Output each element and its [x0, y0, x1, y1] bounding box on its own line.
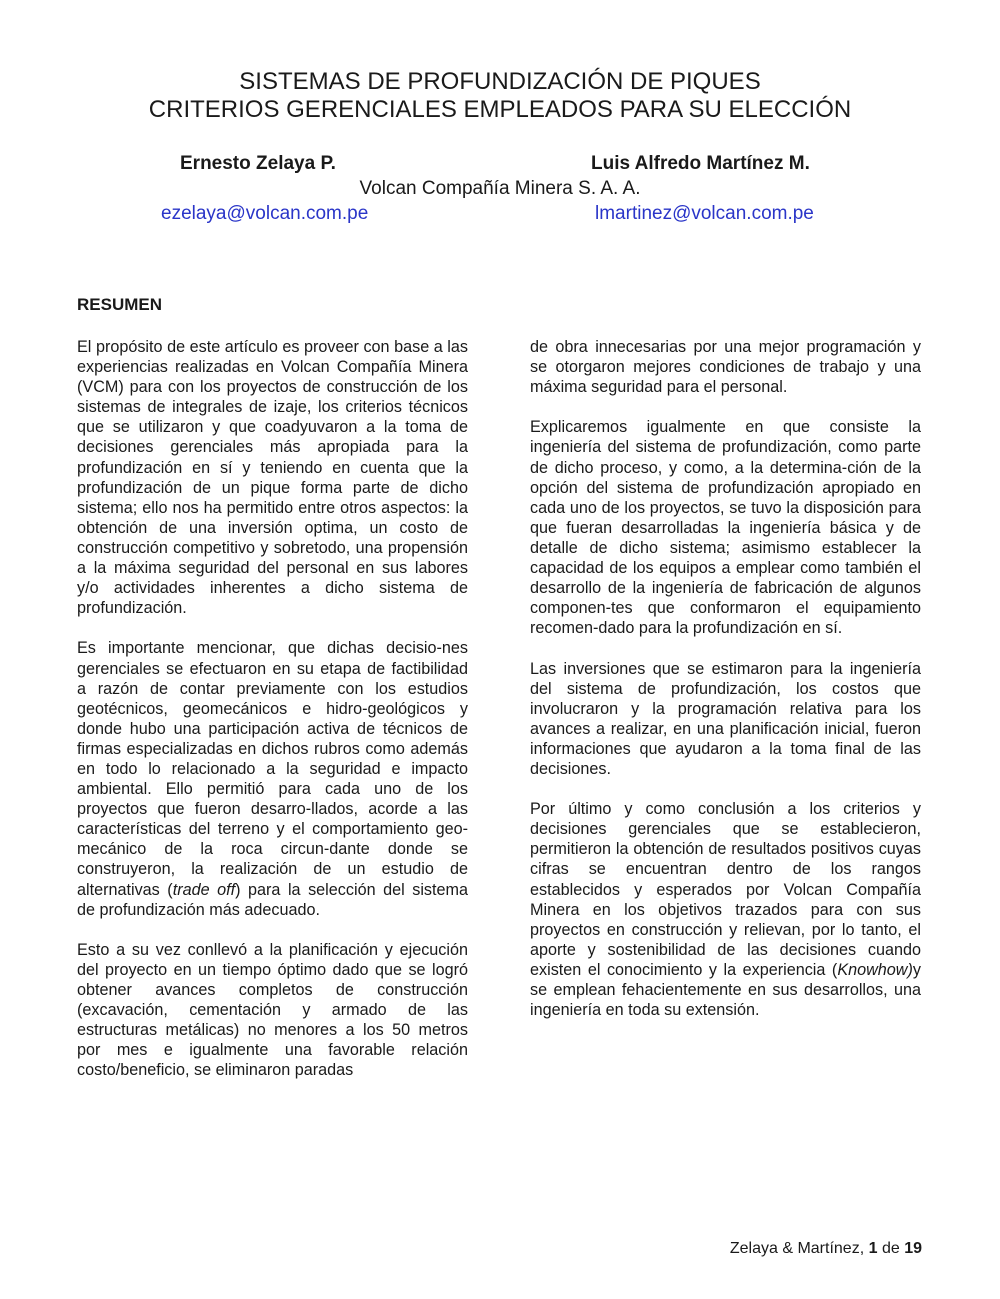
abstract-paragraph-3: Esto a su vez conllevó a la planificación y ejecución del proyecto en un tiempo óptimo dado que se logró obtener avances completos de construcción (excavación, cementación y armado de las estructuras metálicas) no menores a los 50 metros por mes e igualmente una favorable relación costo/beneficio, se eliminaron paradas	[77, 940, 468, 1080]
author-1-name: Ernesto Zelaya P.	[180, 153, 336, 174]
page-number-current: 1	[868, 1240, 878, 1257]
page-number-total: 19	[904, 1240, 922, 1257]
paragraph-text: y se emplean fehacientemente en sus desarrollos, una ingeniería en toda su extensión.	[530, 960, 921, 1020]
page-footer	[730, 1240, 922, 1258]
title-line-2: CRITERIOS GERENCIALES EMPLEADOS PARA SU ELECCIÓN	[148, 96, 852, 123]
author-2-email-link[interactable]: lmartinez@volcan.com.pe	[595, 203, 814, 224]
paragraph-text: Por último y como conclusión a los criterios y decisiones gerenciales que se establecieron, permitieron la obtención de resultados positivos cuyas cifras se encuentran dentro de los rangos establecidos y esperados por Volcan Compañía Minera en los objetivos trazados para con sus proyectos en construcción y relievan, por lo tanto, el aporte y sostenibilidad de las decisiones cuando existen el conocimiento y la experiencia (	[530, 800, 921, 979]
abstract-paragraph-3-continued: de obra innecesarias por una mejor programación y se otorgaron mejores condiciones de trabajo y una máxima seguridad para el personal.	[530, 338, 921, 397]
title-line-1: SISTEMAS DE PROFUNDIZACIÓN DE PIQUES	[239, 68, 761, 95]
author-2-name: Luis Alfredo Martínez M.	[591, 153, 810, 174]
left-column	[77, 337, 468, 1101]
paragraph-text: Es importante mencionar, que dichas decisio-nes gerenciales se efectuaron en su etapa de factibilidad a razón de contar previamente con los estudios geotécnicos, geomecánicos e hidro-geológicos y donde hubo una participación activa de técnicos de firmas especializadas en dichos rubros como además en todo lo relacionado a la seguridad e impacto ambiental. Ello permitió para cada uno de los proyectos que fueron desarro-llados, acorde a las características del terreno y el comportamiento geo-mecánico de la roca circun-dante donde se construyeron, la realización de un estudio de alternativas (	[77, 639, 468, 899]
footer-authors: Zelaya & Martínez,	[729, 1240, 865, 1257]
abstract-paragraph-4: Explicaremos igualmente en que consiste la ingeniería del sistema de profundización, como parte de dicho proceso, y como, a la determina-ción de la opción del sistema de profundización apropiado en cada uno de los proyectos, se tuvo la disposición para que fueran desarrolladas la ingeniería básica y de detalle de dicho sistema; asimismo establecer la capacidad de los equipos a emplear como también el desarrollo de la ingeniería de fabricación de algunos componen-tes que conformaron el equipamiento recomen-dado para la profundización en sí.	[530, 418, 921, 638]
abstract-paragraph-6	[530, 799, 921, 1020]
abstract-paragraph-5: Las inversiones que se estimaron para la ingeniería del sistema de profundización, los costos que involucraron y la programación relativa para los avances a realizar, en una planificación inicial, fueron informaciones que ayudaron a la toma final de las decisiones.	[530, 659, 921, 778]
affiliation: Volcan Compañía Minera S. A. A.	[359, 178, 641, 199]
paragraph-text: ) para la selección del sistema de profundización más adecuado.	[77, 880, 468, 919]
page-number-separator: de	[881, 1240, 900, 1257]
section-heading-resumen: RESUMEN	[77, 295, 163, 314]
author-1-email-link[interactable]: ezelaya@volcan.com.pe	[161, 203, 369, 224]
italic-term-knowhow: Knowhow)	[837, 960, 913, 979]
right-column	[530, 337, 921, 1040]
paper-title	[0, 68, 1000, 124]
abstract-paragraph-2	[77, 638, 468, 919]
italic-term-trade-off: trade off	[172, 880, 236, 899]
abstract-paragraph-1: El propósito de este artículo es proveer con base a las experiencias realizadas en Volcan Compañía Minera (VCM) para con los proyectos de construcción de los sistemas de integrales de izaje, los criterios técnicos que se utilizaron y que coadyuvaron a la toma de decisiones gerenciales más apropiada para la profundización en sí y teniendo en cuenta que la profundización de un pique forma parte de dicho sistema; ello nos ha permitido entre otros aspectos: la obtención de una inversión optima, un costo de construcción competitivo y sobretodo, una propensión a la máxima seguridad del personal en sus labores y/o actividades inherentes a dicho sistema de profundización.	[77, 338, 468, 618]
